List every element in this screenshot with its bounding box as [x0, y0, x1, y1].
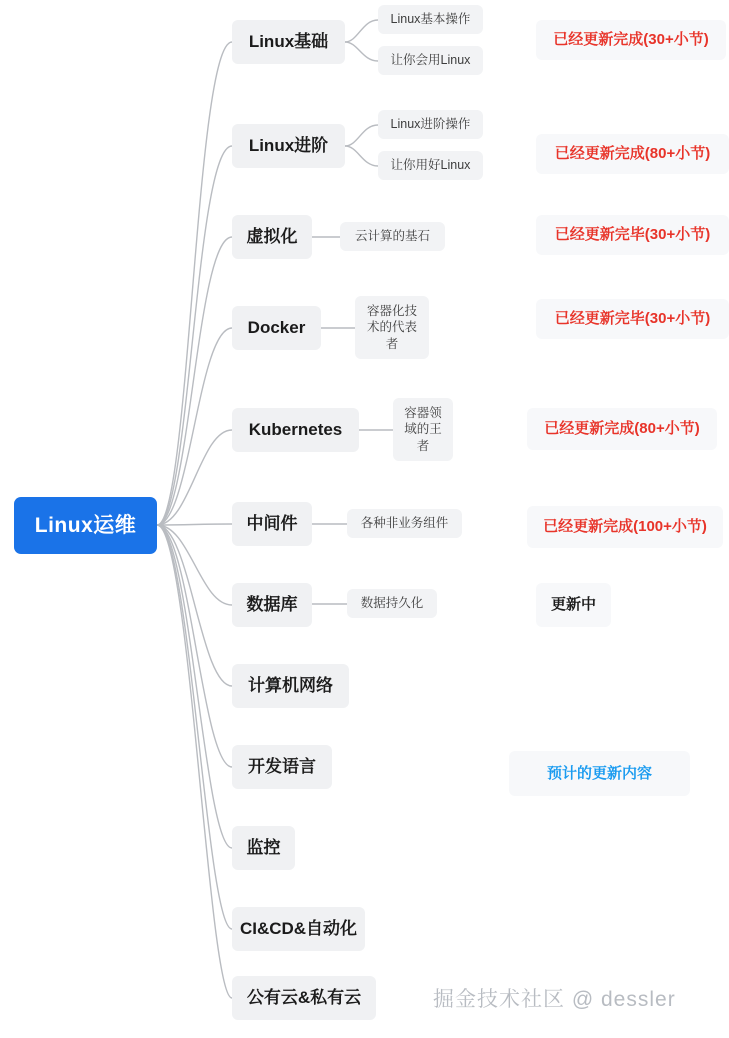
- branch-node-label: 数据库: [246, 594, 298, 614]
- branch-node-label: Linux基础: [248, 31, 329, 51]
- status-badge-kubernetes: [527, 408, 717, 450]
- status-badge-label: 预计的更新内容: [546, 764, 652, 782]
- status-badge-database: [536, 583, 611, 627]
- status-badge-label: 已经更新完毕(30+小节): [554, 310, 711, 328]
- branch-node-label: CI&CD&自动化: [239, 918, 358, 938]
- branch-node-computer-network[interactable]: [232, 664, 349, 708]
- leaf-node-label: 云计算的基石: [354, 229, 430, 244]
- branch-node-label: Linux进阶: [248, 135, 329, 155]
- status-badge-label: 已经更新完毕(30+小节): [554, 226, 711, 244]
- leaf-node-non-business-components[interactable]: [347, 509, 462, 538]
- branch-node-public-private-cloud[interactable]: [232, 976, 376, 1020]
- branch-node-label: 虚拟化: [246, 226, 298, 246]
- leaf-node-linux-use[interactable]: [378, 46, 483, 75]
- branch-node-dev-language[interactable]: [232, 745, 332, 789]
- leaf-node-cloud-cornerstone[interactable]: [340, 222, 445, 251]
- branch-node-label: 监控: [246, 837, 281, 857]
- branch-node-label: 中间件: [246, 513, 298, 533]
- leaf-node-label: 容器化技术的代表者: [366, 303, 417, 351]
- root-node[interactable]: [14, 497, 157, 554]
- branch-node-middleware[interactable]: [232, 502, 312, 546]
- branch-node-monitoring[interactable]: [232, 826, 295, 870]
- status-badge-middleware: [527, 506, 723, 548]
- leaf-node-label: 让你会用Linux: [390, 53, 471, 68]
- status-badge-linux-advanced: [536, 134, 729, 174]
- status-badge-virtualization: [536, 215, 729, 255]
- branch-node-cicd-automation[interactable]: [232, 907, 365, 951]
- status-badge-label: 已经更新完成(100+小节): [543, 518, 707, 536]
- branch-node-virtualization[interactable]: [232, 215, 312, 259]
- status-badge-label: 已经更新完成(30+小节): [553, 31, 709, 49]
- leaf-node-label: 容器领域的王者: [404, 405, 442, 453]
- branch-node-label: 开发语言: [248, 756, 316, 776]
- branch-node-kubernetes[interactable]: [232, 408, 359, 452]
- branch-node-database[interactable]: [232, 583, 312, 627]
- branch-node-label: Docker: [247, 317, 306, 337]
- branch-node-label: 公有云&私有云: [246, 987, 362, 1007]
- branch-node-docker[interactable]: [232, 306, 321, 350]
- leaf-node-label: 让你用好Linux: [390, 158, 471, 173]
- leaf-node-linux-advanced-ops[interactable]: [378, 110, 483, 139]
- leaf-node-label: Linux基本操作: [390, 12, 471, 27]
- leaf-node-container-tech-representative[interactable]: [355, 296, 429, 359]
- status-badge-label: 已经更新完成(80+小节): [554, 145, 711, 163]
- branch-node-linux-advanced[interactable]: [232, 124, 345, 168]
- status-badge-planned-content: [509, 751, 690, 796]
- branch-node-label: 计算机网络: [248, 675, 333, 695]
- status-badge-docker: [536, 299, 729, 339]
- leaf-node-label: 各种非业务组件: [360, 516, 449, 531]
- branch-node-label: Kubernetes: [248, 419, 343, 439]
- leaf-node-label: Linux进阶操作: [390, 117, 471, 132]
- leaf-node-linux-use-well[interactable]: [378, 151, 483, 180]
- watermark: 掘金技术社区 @ dessler: [433, 988, 676, 1011]
- status-badge-label: 更新中: [550, 596, 596, 614]
- leaf-node-container-king[interactable]: [393, 398, 453, 461]
- branch-node-linux-basics[interactable]: [232, 20, 345, 64]
- status-badge-label: 已经更新完成(80+小节): [544, 420, 700, 438]
- leaf-node-data-persistence[interactable]: [347, 589, 437, 618]
- leaf-node-linux-basic-ops[interactable]: [378, 5, 483, 34]
- status-badge-linux-basics: [536, 20, 726, 60]
- leaf-node-label: 数据持久化: [360, 596, 424, 611]
- root-node-label: Linux运维: [34, 513, 137, 537]
